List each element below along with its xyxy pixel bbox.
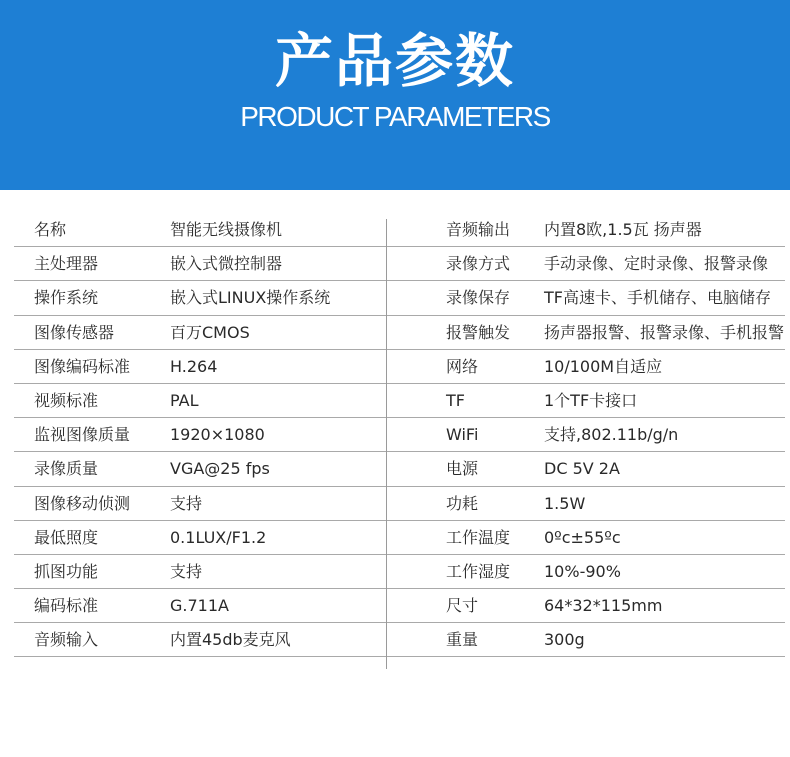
table-row bbox=[14, 350, 785, 384]
param-value: 手动录像、定时录像、报警录像 bbox=[544, 254, 769, 274]
header-banner bbox=[0, 0, 790, 190]
param-value: 0.1LUX/F1.2 bbox=[170, 527, 267, 547]
param-name: 视频标准 bbox=[34, 390, 99, 410]
param-value: VGA@25 fps bbox=[170, 459, 270, 479]
param-value: 0ºc±55ºc bbox=[544, 527, 621, 547]
param-value: 支持,802.11b/g/n bbox=[544, 425, 679, 445]
param-name: 录像保存 bbox=[446, 288, 511, 308]
param-name: 抓图功能 bbox=[34, 561, 99, 581]
param-name: 最低照度 bbox=[34, 527, 99, 547]
param-value: 智能无线摄像机 bbox=[170, 220, 283, 239]
param-name: 重量 bbox=[446, 630, 479, 650]
param-name: 电源 bbox=[446, 459, 479, 479]
page-subtitle: PRODUCT PARAMETERS bbox=[240, 101, 550, 132]
param-name: WiFi bbox=[446, 425, 479, 445]
param-value: 支持 bbox=[170, 561, 203, 581]
table-row bbox=[14, 589, 785, 623]
param-value: 支持 bbox=[170, 493, 203, 513]
param-value: PAL bbox=[170, 390, 199, 410]
table-row bbox=[14, 213, 785, 247]
param-value: 百万CMOS bbox=[170, 322, 250, 342]
param-value: 10%-90% bbox=[544, 561, 621, 581]
param-name: 录像方式 bbox=[446, 254, 511, 274]
table-row bbox=[14, 316, 785, 350]
table-row bbox=[14, 623, 785, 657]
table-row bbox=[14, 555, 785, 589]
table-row bbox=[14, 247, 785, 281]
param-name: 工作湿度 bbox=[446, 561, 511, 581]
param-name: 工作温度 bbox=[446, 527, 511, 547]
param-name: 图像移动侦测 bbox=[34, 493, 131, 513]
param-value: G.711A bbox=[170, 596, 229, 616]
column-divider bbox=[386, 219, 387, 669]
param-name: 主处理器 bbox=[34, 254, 99, 274]
param-value: DC 5V 2A bbox=[544, 459, 620, 479]
param-name: TF bbox=[446, 390, 465, 410]
table-row bbox=[14, 281, 785, 315]
param-value: 内置45db麦克风 bbox=[170, 630, 291, 650]
param-name: 编码标准 bbox=[34, 596, 99, 616]
param-name: 音频输入 bbox=[34, 630, 99, 650]
param-name: 名称 bbox=[34, 220, 67, 239]
param-value: 嵌入式LINUX操作系统 bbox=[170, 288, 331, 308]
page-title: 产品参数 bbox=[274, 27, 515, 95]
param-value: 64*32*115mm bbox=[544, 596, 663, 616]
param-value: 嵌入式微控制器 bbox=[170, 254, 283, 274]
table-row bbox=[14, 452, 785, 486]
param-value: 1920×1080 bbox=[170, 425, 265, 445]
param-name: 网络 bbox=[446, 356, 479, 376]
table-row bbox=[14, 384, 785, 418]
param-name: 尺寸 bbox=[446, 596, 479, 616]
param-value: TF高速卡、手机储存、电脑储存 bbox=[544, 288, 771, 308]
param-value: 10/100M自适应 bbox=[544, 356, 663, 376]
param-name: 图像传感器 bbox=[34, 322, 115, 342]
param-value: 1.5W bbox=[544, 493, 586, 513]
param-name: 监视图像质量 bbox=[34, 425, 131, 445]
parameters-table bbox=[14, 213, 785, 657]
param-name: 图像编码标准 bbox=[34, 356, 131, 376]
param-name: 音频输出 bbox=[446, 220, 511, 239]
param-value: 扬声器报警、报警录像、手机报警 bbox=[544, 322, 785, 342]
param-value: 1个TF卡接口 bbox=[544, 390, 638, 410]
param-value: H.264 bbox=[170, 356, 218, 376]
param-value: 内置8欧,1.5瓦 扬声器 bbox=[544, 220, 702, 239]
table-row bbox=[14, 418, 785, 452]
param-name: 录像质量 bbox=[34, 459, 99, 479]
table-row bbox=[14, 487, 785, 521]
param-value: 300g bbox=[544, 630, 585, 650]
param-name: 功耗 bbox=[446, 493, 479, 513]
param-name: 操作系统 bbox=[34, 288, 99, 308]
param-name: 报警触发 bbox=[446, 322, 511, 342]
table-row bbox=[14, 521, 785, 555]
